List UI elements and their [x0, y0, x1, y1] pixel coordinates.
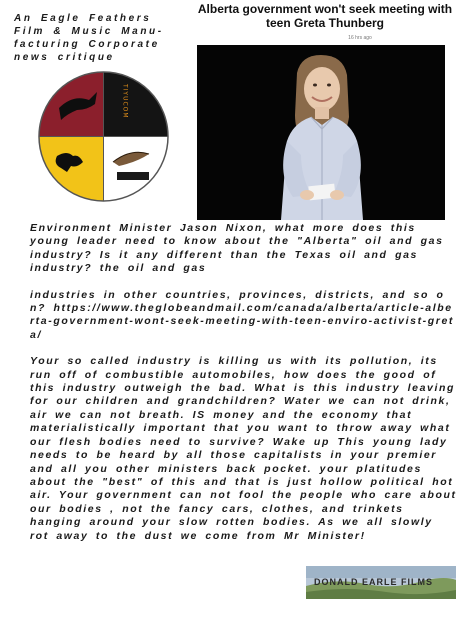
- article-paragraph-link: industries in other countries, provinces, districts, and so on? https://www.theglobeandmail.com/canada/alberta/article-alberta-government-wont-seek-meeting-with-teen-enviro-activist-greta/: [30, 288, 455, 341]
- svg-text:TIYUCOM: TIYUCOM: [121, 84, 129, 119]
- photo-illustration: [197, 45, 445, 220]
- svg-text:DONALD EARLE FILMS: DONALD EARLE FILMS: [314, 577, 433, 587]
- article-timestamp: 16 hrs ago: [348, 35, 372, 41]
- article-headline: Alberta government won't seek meeting with teen Greta Thunberg: [197, 2, 453, 30]
- article-body: [30, 222, 458, 556]
- article-paragraph: Environment Minister Jason Nixon, what more does this young leader need to know about the "Alberta" oil and gas industry? Is it any different than the Texas oil and gas industry? the oil and gas: [30, 222, 444, 275]
- signature-banner: [306, 566, 456, 599]
- medicine-wheel-icon: [37, 70, 170, 203]
- article-paragraph: Your so called industry is killing us with its pollution, its run off of combustible automobiles, how does the good of this industry outweigh the bad. What is this industry leaving for our children and grandchildren? Water we can not drink, air we can not breath. IS money and the economy that materialistically important that you want to throw away what our flesh bodies need to survive? Wake up This young lady needs to be heard by all those capitalists in your premier and all you other ministers back pocket. your platitudes about the "best" of this and that is just hollow political hot air. Your government can not fool the people who care about our bodies , not the fancy cars, clothes, and trinkets hanging around your slow rotten bodies. As we all slowly rot away to the dust we come from Mr Minister!: [30, 355, 457, 542]
- landscape-signature-icon: [306, 566, 456, 599]
- news-photo: [197, 45, 445, 220]
- medicine-wheel-logo: [37, 70, 170, 203]
- publication-tagline: An Eagle Feathers Film & Music Manu- facturing Corporate news critique: [14, 13, 164, 63]
